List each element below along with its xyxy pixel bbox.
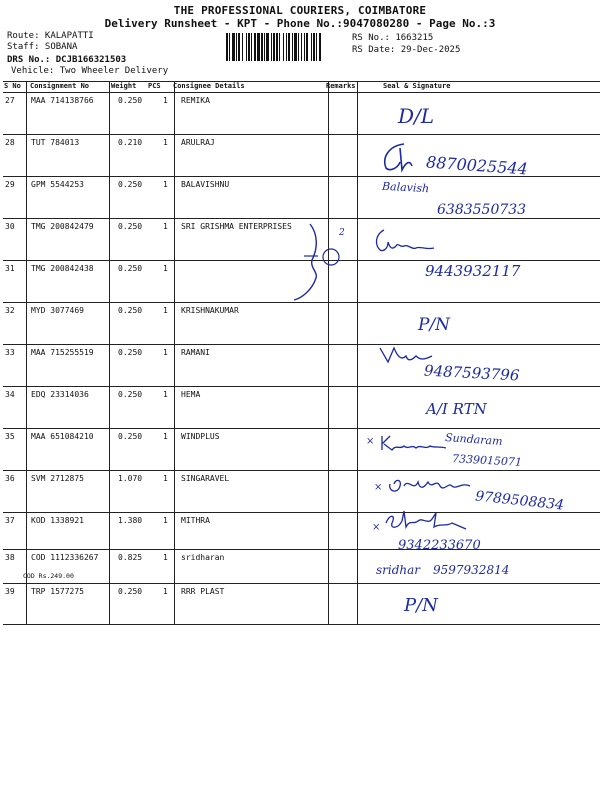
row-consignee: HEMA (181, 390, 201, 399)
row-consignee: RRR PLAST (181, 587, 225, 596)
row-consignment: COD 1112336267 (31, 553, 99, 562)
row-pcs: 1 (163, 96, 168, 105)
col-remarks-header: Remarks (326, 82, 356, 90)
col-consignee-header: Consignee Details (173, 82, 245, 90)
handwritten-note-32: P/N (418, 315, 451, 335)
row-consignment: TRP 1577275 (31, 587, 84, 596)
row-sno: 27 (5, 96, 15, 105)
row-consignment: EDQ 23314036 (31, 390, 89, 399)
company-title: THE PROFESSIONAL COURIERS, COIMBATORE (173, 4, 427, 17)
handwritten-x-36: × (374, 482, 383, 493)
row-pcs: 1 (163, 180, 168, 189)
handwritten-note-27: D/L (398, 104, 435, 128)
row-sno: 30 (5, 222, 15, 231)
row-weight: 1.380 (118, 516, 143, 525)
row-consignee: sridharan (181, 553, 225, 562)
row-consignment: MAA 714138766 (31, 96, 94, 105)
handwritten-phone-37: 9342233670 (398, 538, 481, 553)
row-pcs: 1 (163, 553, 168, 562)
signature-35 (378, 434, 448, 454)
row-weight: 0.825 (118, 553, 143, 562)
row-consignee: SINGARAVEL (181, 474, 230, 483)
row-consignee: SRI GRISHMA ENTERPRISES (181, 222, 292, 231)
handwritten-name-29: Balavish (381, 179, 430, 196)
row-sno: 39 (5, 587, 15, 596)
row-pcs: 1 (163, 432, 168, 441)
row-pcs: 1 (163, 306, 168, 315)
row-consignment: KOD 1338921 (31, 516, 84, 525)
row-weight: 0.250 (118, 264, 143, 273)
row-sno: 29 (5, 180, 15, 189)
handwritten-note-34: A/I RTN (426, 400, 487, 418)
row-sno: 34 (5, 390, 15, 399)
row-consignee: MITHRA (181, 516, 210, 525)
drs-number: DRS No.: DCJB166321503 (7, 55, 127, 65)
signature-36 (386, 472, 476, 500)
row-consignment: TMG 200842479 (31, 222, 94, 231)
handwritten-phone-38: 9597932814 (433, 563, 510, 577)
row-weight: 0.250 (118, 348, 143, 357)
handwritten-phone-31: 9443932117 (425, 262, 521, 280)
row-sno: 37 (5, 516, 15, 525)
col-weight-header: Weight (111, 82, 137, 90)
route-text: Route: KALAPATTI (7, 31, 94, 41)
row-sno: 38 (5, 553, 15, 562)
row-sno: 33 (5, 348, 15, 357)
row-sno: 35 (5, 432, 15, 441)
row-weight: 0.250 (118, 587, 143, 596)
row-pcs: 1 (163, 390, 168, 399)
row-consignment: TUT 784013 (31, 138, 80, 147)
row-pcs: 1 (163, 138, 168, 147)
row-weight: 0.250 (118, 306, 143, 315)
handwritten-name-35: Sundaram (444, 431, 503, 448)
vehicle-text: Vehicle: Two Wheeler Delivery (11, 66, 169, 76)
row-weight: 0.210 (118, 138, 143, 147)
staff-text: Staff: SOBANA (7, 42, 78, 52)
row-consignee: WINDPLUS (181, 432, 220, 441)
row-pcs: 1 (163, 516, 168, 525)
handwritten-x-35: × (366, 436, 375, 447)
col-consignment-header: Consignment No (30, 82, 90, 90)
col-seal-header: Seal & Signature (383, 82, 451, 90)
rs-number: RS No.: 1663215 (352, 33, 434, 43)
handwritten-phone-28: 8870025544 (425, 152, 529, 179)
row-consignment: MAA 715255519 (31, 348, 94, 357)
row-pcs: 1 (163, 587, 168, 596)
barcode (226, 33, 350, 61)
row-consignment: TMG 200842438 (31, 264, 94, 273)
signature-37 (382, 507, 468, 535)
row-pcs: 1 (163, 222, 168, 231)
row-sno: 28 (5, 138, 15, 147)
row-sno: 31 (5, 264, 15, 273)
handwritten-phone-33: 9487593796 (423, 361, 520, 385)
signature-28 (378, 140, 414, 174)
row-consignment: MAA 651084210 (31, 432, 94, 441)
col-pcs-header: PCS (148, 82, 161, 90)
row-weight: 0.250 (118, 432, 143, 441)
row-sno: 36 (5, 474, 15, 483)
signature-30 (372, 228, 438, 256)
row-consignee: REMIKA (181, 96, 210, 105)
handwritten-phone-29: 6383550733 (437, 202, 527, 218)
row-pcs: 1 (163, 474, 168, 483)
row-weight: 0.250 (118, 390, 143, 399)
row-consignee: BALAVISHNU (181, 180, 230, 189)
cod-amount: COD Rs.249.00 (23, 572, 74, 580)
handwritten-circle-number: 2 (339, 228, 345, 238)
handwritten-phone-35: 7339015071 (451, 452, 523, 469)
row-weight: 0.250 (118, 180, 143, 189)
handwritten-note-39: P/N (404, 595, 438, 616)
row-consignment: MYD 3077469 (31, 306, 84, 315)
row-weight: 0.250 (118, 96, 143, 105)
row-pcs: 1 (163, 264, 168, 273)
row-consignee: RAMANI (181, 348, 210, 357)
row-consignment: SVM 2712875 (31, 474, 84, 483)
col-sno-header: S No (4, 82, 21, 90)
row-consignment: GPM 5544253 (31, 180, 84, 189)
row-weight: 1.070 (118, 474, 143, 483)
handwritten-phone-36: 9789508834 (474, 488, 565, 514)
runsheet-subtitle: Delivery Runsheet - KPT - Phone No.:9047080280 - Page No.:3 (104, 17, 496, 30)
row-consignee: ARULRAJ (181, 138, 215, 147)
row-consignee: KRISHNAKUMAR (181, 306, 239, 315)
rs-date: RS Date: 29-Dec-2025 (352, 45, 461, 55)
handwritten-x-37: × (372, 522, 381, 533)
row-sno: 32 (5, 306, 15, 315)
row-pcs: 1 (163, 348, 168, 357)
handwritten-name-38: sridhar (376, 563, 421, 577)
row-weight: 0.250 (118, 222, 143, 231)
